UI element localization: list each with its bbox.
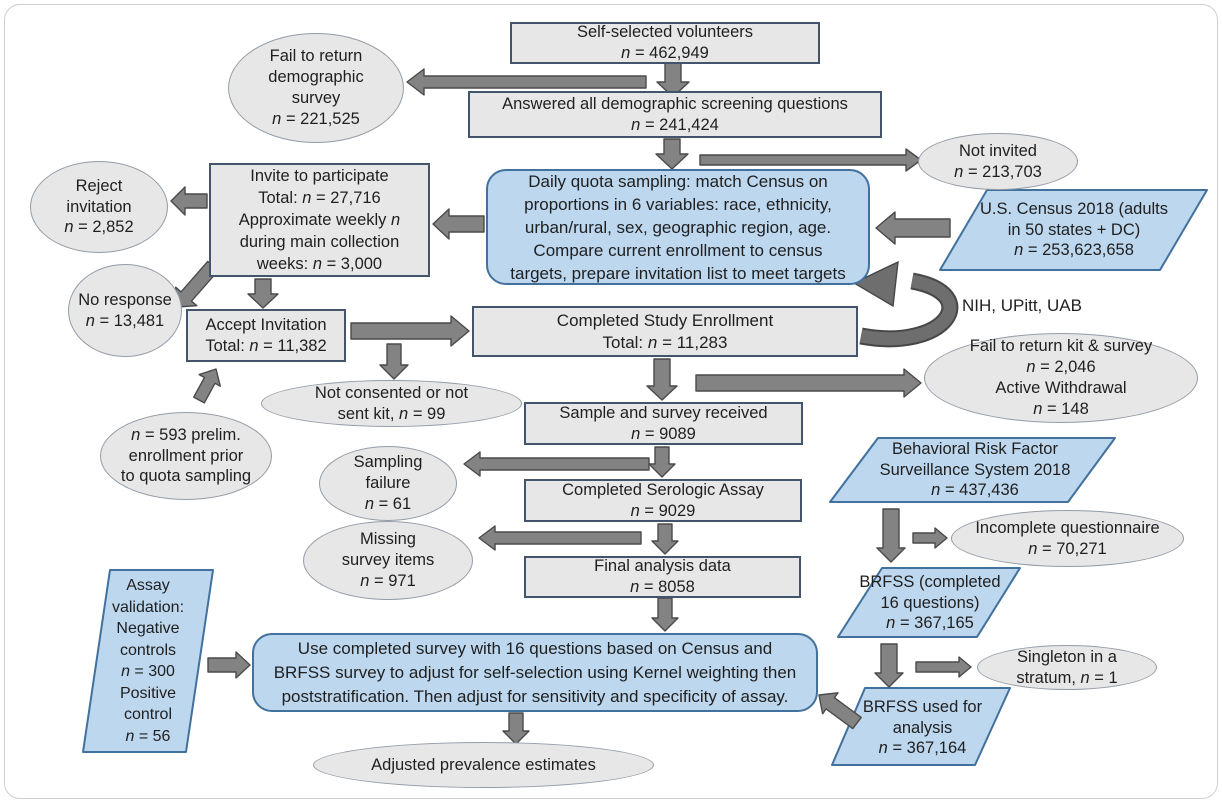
node-not-invited: Not invited n = 213,703 (918, 133, 1078, 190)
flow-arrow (652, 598, 678, 631)
node-final-analysis-data: Final analysis data n = 8058 (524, 556, 801, 598)
flow-arrow (248, 279, 278, 308)
flow-arrow (208, 652, 250, 678)
flow-arrow (876, 212, 950, 244)
node-fail-return-kit: Fail to return kit & survey n = 2,046 Active Withdrawal n = 148 (924, 333, 1198, 423)
nih-upitt-uab-label: NIH, UPitt, UAB (962, 296, 1082, 315)
node-singleton-stratum: Singleton in a stratum, n = 1 (977, 645, 1157, 690)
flow-arrow (479, 526, 641, 550)
flow-arrow (171, 187, 207, 215)
node-completed-serologic-assay: Completed Serologic Assay n = 9029 (524, 479, 802, 522)
node-reject-invitation: Reject invitation n = 2,852 (30, 161, 168, 253)
node-self-selected-volunteers: Self-selected volunteers n = 462,949 (510, 22, 820, 64)
flow-arrow (647, 359, 677, 400)
node-brfss-16-questions: BRFSS (completed 16 questions) n = 367,165 (859, 572, 1001, 633)
flow-arrow (503, 713, 529, 744)
node-completed-enrollment: Completed Study Enrollment Total: n = 11,283 (472, 306, 858, 357)
flow-arrow (916, 657, 971, 677)
flow-arrow (433, 209, 484, 239)
flow-arrow (380, 344, 408, 379)
node-assay-validation: Assay validation: Negative controls n = 300 Positive control n = 56 (111, 577, 185, 745)
flow-arrow (649, 447, 675, 477)
flow-arrow (875, 644, 903, 687)
node-brfss-2018: Behavioral Risk Factor Surveillance System 2018 n = 437,436 (879, 439, 1071, 500)
node-sample-survey-received: Sample and survey received n = 9089 (524, 402, 803, 445)
node-no-response: No response n = 13,481 (68, 264, 182, 357)
node-missing-survey-items: Missing survey items n = 971 (303, 521, 473, 600)
node-invite-to-participate: Invite to participate Total: n = 27,716 Approximate weekly n during main collection weeks: n = 3,000 (209, 163, 430, 277)
flow-arrow (656, 139, 688, 169)
node-us-census-2018: U.S. Census 2018 (adults in 50 states + DC) n = 253,623,658 (979, 199, 1169, 260)
flow-arrow (913, 528, 947, 548)
circular-arrow-icon (854, 262, 950, 339)
flow-arrow (351, 316, 469, 346)
node-not-consented: Not consented or not sent kit, n = 99 (261, 380, 522, 427)
flow-arrow (877, 509, 905, 562)
node-daily-quota-sampling: Daily quota sampling: match Census on proportions in 6 variables: race, ethnicity, urban/rural, sex, geographic region, age. Compare current enrollment to census targets, prepare invitation list to meet targets (486, 169, 870, 285)
flow-arrow (700, 149, 921, 171)
node-accept-invitation: Accept Invitation Total: n = 11,382 (186, 309, 346, 362)
node-fail-return-demographic: Fail to return demographic survey n = 221,525 (228, 33, 404, 143)
node-incomplete-questionnaire: Incomplete questionnaire n = 70,271 (951, 510, 1184, 567)
node-sampling-failure: Sampling failure n = 61 (319, 446, 457, 521)
node-brfss-used-analysis: BRFSS used for analysis n = 367,164 (862, 697, 983, 758)
flow-arrow (696, 369, 921, 397)
node-adjusted-prevalence: Adjusted prevalence estimates (313, 742, 654, 788)
flow-arrow (464, 452, 649, 476)
node-weighting-adjustment: Use completed survey with 16 questions based on Census and BRFSS survey to adjust for self-selection using Kernel weighting then poststratification. Then adjust for sensitivity and specificity of assay. (252, 633, 818, 712)
node-answered-screening: Answered all demographic screening questions n = 241,424 (468, 91, 882, 138)
flow-arrow (194, 369, 221, 403)
node-prelim-enrollment: n = 593 prelim. enrollment prior to quota sampling (100, 412, 272, 500)
flow-arrow (652, 524, 678, 554)
